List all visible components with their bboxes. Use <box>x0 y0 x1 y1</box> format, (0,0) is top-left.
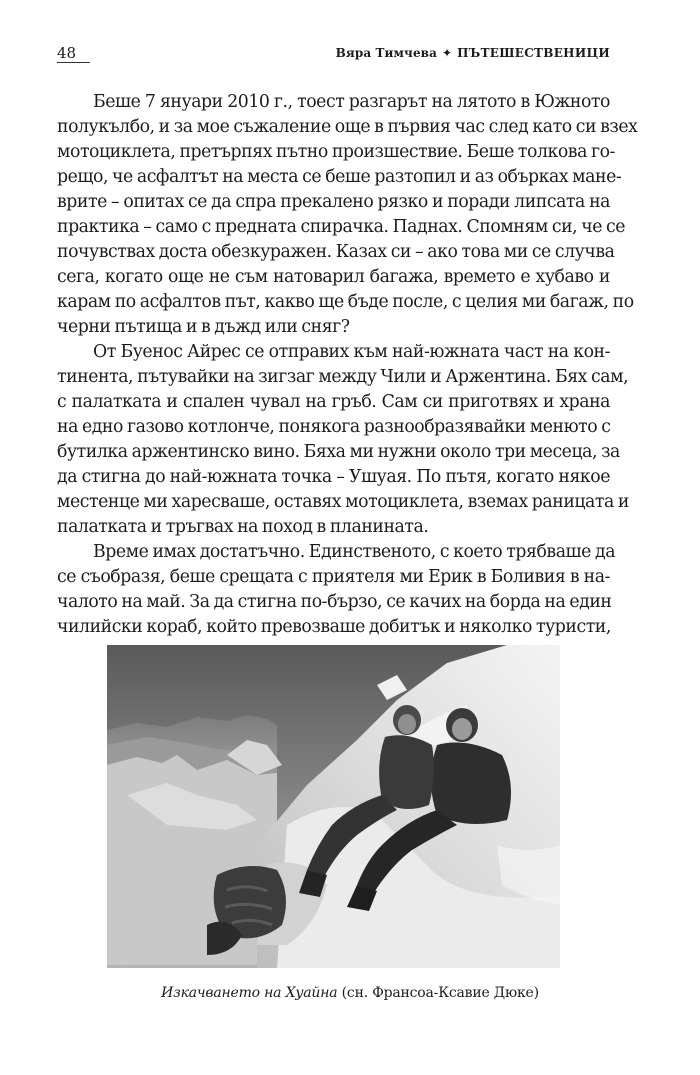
text-line: с палатката и спален чувал на гръб. Сам си приготвях и храна <box>57 392 610 412</box>
separator-ornament-icon: ✦ <box>442 46 453 60</box>
text-line: врите – опитах се да спра прекалено рязко и поради липсата на <box>57 192 610 212</box>
text-line: мотоциклета, претърпях пътно произшествие. Беше толкова го- <box>57 142 615 162</box>
paragraph <box>57 340 629 540</box>
text-line: чалото на май. За да стигна по-бързо, се качих на борда на един <box>57 592 612 612</box>
text-line: да стигна до най-южната точка – Ушуая. По пътя, когато някое <box>57 467 610 487</box>
text-line: полукълбо, и за мое съжаление още в първия час след като си взех <box>57 117 638 137</box>
text-line: местенце ми харесваше, оставях мотоциклета, вземах раницата и <box>57 492 629 512</box>
text-line: черни пътища и в дъжд или сняг? <box>57 317 350 337</box>
text-line: Беше 7 януари 2010 г., тоест разгарът на лятото в Южното <box>93 92 610 112</box>
text-line: сега, когато още не съм натоварил багажа, времето е хубаво и <box>57 267 610 287</box>
photo-climbers-on-snow <box>107 645 560 968</box>
paragraph <box>57 540 616 640</box>
caption-credit: (сн. Франсоа-Ксавие Дюке) <box>341 985 539 1001</box>
text-line: се съобразя, беше срещата с приятеля ми Ерик в Боливия в на- <box>57 567 610 587</box>
text-line: почувствах доста обезкуражен. Казах си – ако това ми се случва <box>57 242 615 262</box>
text-line: практика – само с предната спирачка. Паднах. Спомням си, че се <box>57 217 626 237</box>
text-line: чилийски кораб, който превозваше добитък и няколко туристи, <box>57 617 611 637</box>
paragraph <box>57 90 638 340</box>
text-line: палатката и тръгвах на поход в планината. <box>57 517 429 537</box>
author-name: Вяра Тимчева <box>335 46 437 60</box>
text-line: рещо, че асфалтът на места се беше разтопил и аз обърках мане- <box>57 167 622 187</box>
running-head <box>336 46 610 60</box>
page-number-underline <box>57 62 90 63</box>
book-title: ПЪТЕШЕСТВЕНИЦИ <box>457 46 610 60</box>
text-line: на едно газово котлонче, понякога разнообразявайки менюто с <box>57 417 611 437</box>
photo-illustration <box>107 645 560 968</box>
text-line: Време имах достатъчно. Единственото, с което трябваше да <box>93 542 616 562</box>
page-number: 48 <box>57 44 77 62</box>
photo-caption <box>0 985 700 1001</box>
running-header <box>57 40 610 64</box>
caption-title: Изкачването на Хуайна <box>161 985 338 1001</box>
text-line: От Буенос Айрес се отправих към най-южната част на кон- <box>93 342 610 362</box>
text-line: карам по асфалтов път, какво ще бъде после, с целия ми багаж, по <box>57 292 634 312</box>
body-text <box>57 90 638 640</box>
text-line: бутилка аржентинско вино. Бяха ми нужни около три месеца, за <box>57 442 620 462</box>
text-line: тинента, пътувайки на зигзаг между Чили и Аржентина. Бях сам, <box>57 367 629 387</box>
